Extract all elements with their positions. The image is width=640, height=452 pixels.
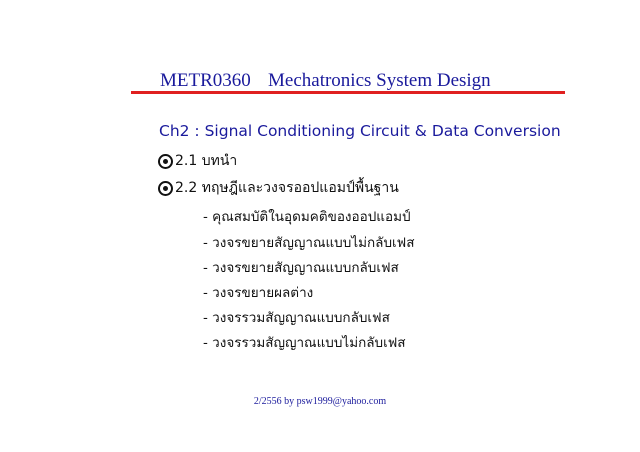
sub-item: - คุณสมบัติในอุดมคติของออปแอมป์ — [203, 209, 411, 225]
main-item-intro — [158, 150, 237, 172]
slide-header — [160, 70, 580, 92]
header-divider — [131, 91, 565, 94]
sub-item: - วงจรขยายผลต่าง — [203, 285, 314, 301]
circle-bullet-icon — [158, 154, 173, 169]
course-code: METR0360 — [160, 70, 251, 91]
slide-footer: 2/2556 by psw1999@yahoo.com — [253, 396, 387, 407]
sub-item: - วงจรขยายสัญญาณแบบไม่กลับเฟส — [203, 235, 415, 251]
sub-item: - วงจรรวมสัญญาณแบบกลับเฟส — [203, 310, 390, 326]
main-item-label: 2.1 บทนำ — [175, 153, 238, 169]
main-item-label: 2.2 ทฤษฎีและวงจรออปแอมป์พื้นฐาน — [175, 180, 399, 196]
main-item-opamp-theory — [158, 177, 399, 199]
sub-item: - วงจรขยายสัญญาณแบบกลับเฟส — [203, 260, 399, 276]
chapter-title: Ch2 : Signal Conditioning Circuit & Data Conversion — [159, 122, 561, 140]
sub-item: - วงจรรวมสัญญาณแบบไม่กลับเฟส — [203, 335, 406, 351]
circle-bullet-icon — [158, 181, 173, 196]
course-title: Mechatronics System Design — [268, 70, 491, 91]
